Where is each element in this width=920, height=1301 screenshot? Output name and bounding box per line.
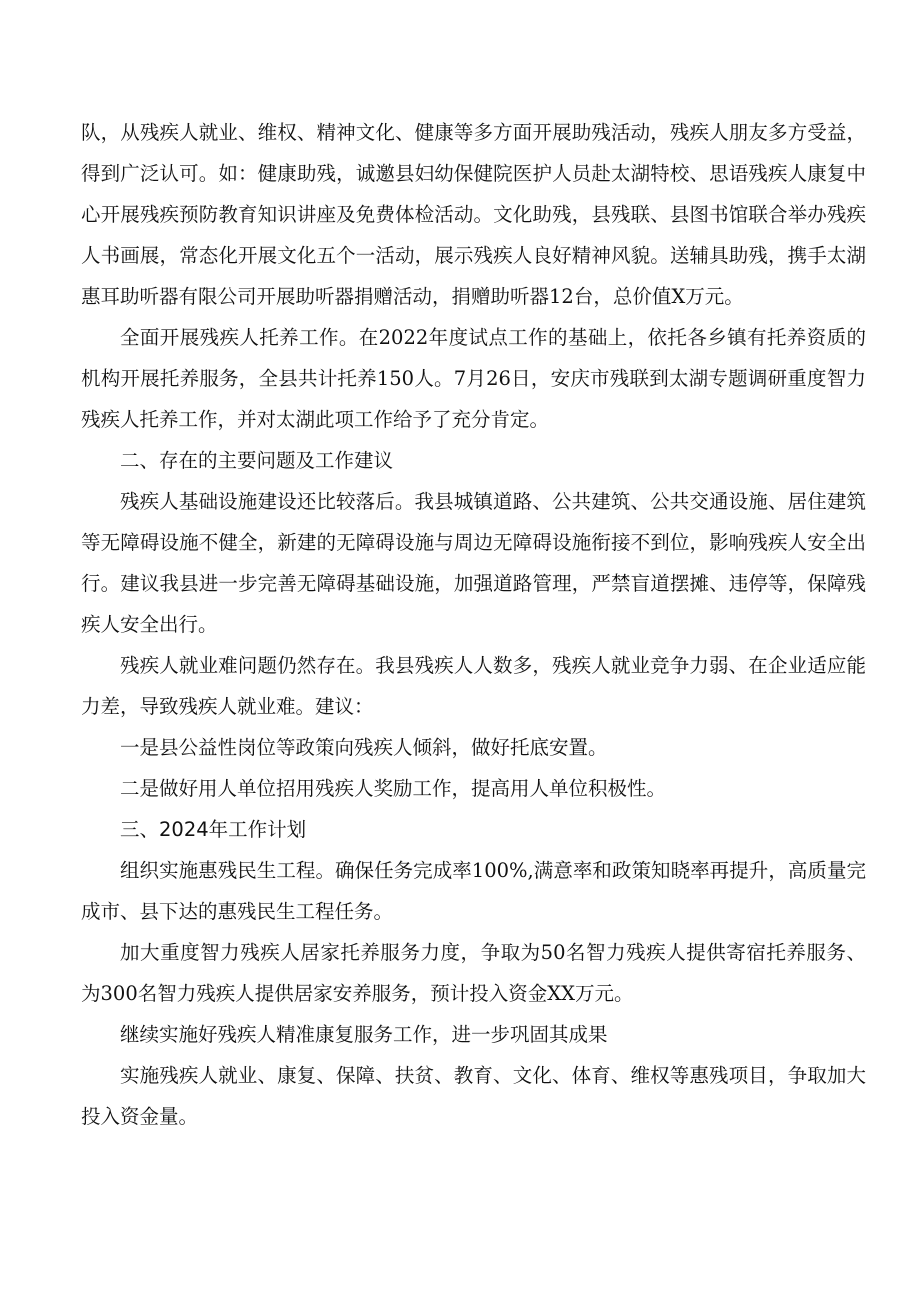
paragraph-disability-assistance-activities: 队，从残疾人就业、维权、精神文化、健康等多方面开展助残活动，残疾人朋友多方受益，得到广泛认可。如：健康助残，诚邀县妇幼保健院医护人员赴太湖特校、思语残疾人康复中心开展残疾预防教育知识讲座及免费体检活动。文化助残，县残联、县图书馆联合举办残疾人书画展，常态化开展文化五个一活动，展示残疾人良好精神风貌。送辅具助残，携手太湖惠耳助听器有限公司开展助听器捐赠活动，捐赠助听器12台，总价值X万元。	[81, 121, 866, 308]
section-heading-problems-and-suggestions: 二、存在的主要问题及工作建议	[120, 449, 394, 472]
paragraph-employment: 残疾人就业难问题仍然存在。我县残疾人人数多，残疾人就业竞争力弱、在企业适应能力差，导致残疾人就业难。建议：	[81, 654, 866, 718]
document-body	[81, 112, 866, 1137]
paragraph-home-care: 加大重度智力残疾人居家托养服务力度，争取为50名智力残疾人提供寄宿托养服务、为300名智力残疾人提供居家安养服务，预计投入资金XX万元。	[81, 941, 866, 1005]
section-heading-work-plan: 三、2024年工作计划	[120, 818, 307, 841]
paragraph-projects-funding: 实施残疾人就业、康复、保障、扶贫、教育、文化、体育、维权等惠残项目，争取加大投入资金量。	[81, 1064, 866, 1128]
paragraph-livelihood-project: 组织实施惠残民生工程。确保任务完成率100%,满意率和政策知晓率再提升，高质量完成市、县下达的惠残民生工程任务。	[81, 859, 866, 923]
paragraph-suggestion-one: 一是县公益性岗位等政策向残疾人倾斜，做好托底安置。	[120, 736, 608, 759]
paragraph-suggestion-two: 二是做好用人单位招用残疾人奖励工作，提高用人单位积极性。	[120, 777, 667, 800]
paragraph-infrastructure: 残疾人基础设施建设还比较落后。我县城镇道路、公共建筑、公共交通设施、居住建筑等无障碍设施不健全，新建的无障碍设施与周边无障碍设施衔接不到位，影响残疾人安全出行。建议我县进一步完善无障碍基础设施，加强道路管理，严禁盲道摆摊、违停等，保障残疾人安全出行。	[81, 490, 866, 636]
paragraph-rehabilitation: 继续实施好残疾人精准康复服务工作，进一步巩固其成果	[120, 1023, 608, 1046]
paragraph-care-services: 全面开展残疾人托养工作。在2022年度试点工作的基础上，依托各乡镇有托养资质的机构开展托养服务，全县共计托养150人。7月26日，安庆市残联到太湖专题调研重度智力残疾人托养工作，并对太湖此项工作给予了充分肯定。	[81, 326, 866, 431]
